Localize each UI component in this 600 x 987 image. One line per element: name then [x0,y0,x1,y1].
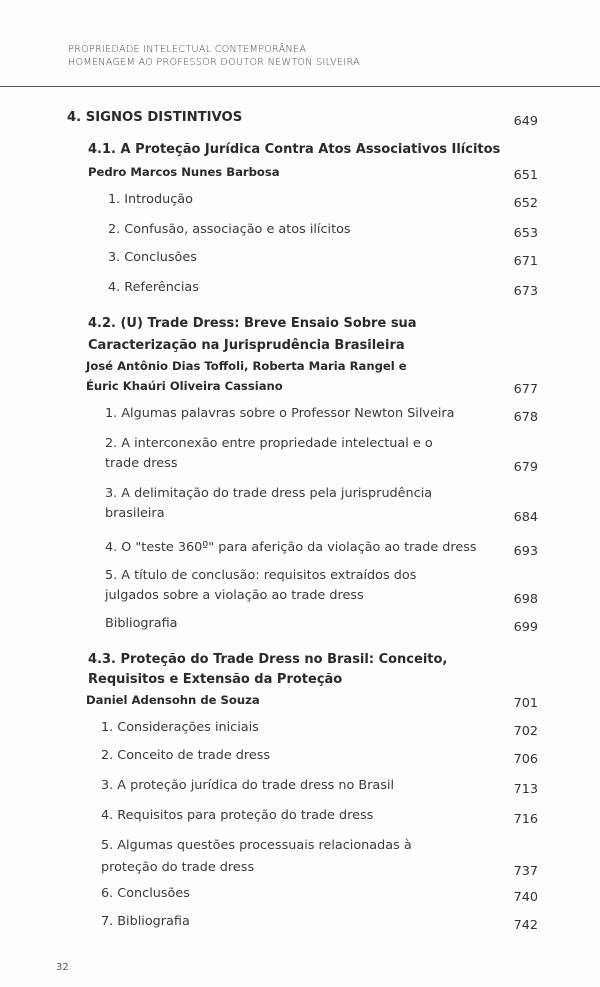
toc-entry: 7. Bibliografia [101,914,190,929]
toc-page-number: 679 [513,460,538,475]
chapter-author: José Antônio Dias Toffoli, Roberta Maria Rangel e [86,359,407,373]
toc-page-number: 677 [513,382,538,397]
running-header-line2: HOMENAGEM AO PROFESSOR DOUTOR NEWTON SILVEIRA [68,56,360,68]
chapter-author: Pedro Marcos Nunes Barbosa [88,165,280,179]
chapter-title: 4.2. (U) Trade Dress: Breve Ensaio Sobre sua [88,316,417,331]
chapter-author: Éuric Khaúri Oliveira Cassiano [86,379,283,393]
chapter-title: 4.1. A Proteção Jurídica Contra Atos Associativos Ilícitos [88,142,501,157]
toc-page-number: 699 [513,620,538,635]
toc-entry: 1. Considerações iniciais [101,720,259,735]
toc-entry: 3. A delimitação do trade dress pela jurisprudência [105,486,433,501]
toc-entry: 2. Confusão, associação e atos ilícitos [108,222,351,237]
section-heading: 4. SIGNOS DISTINTIVOS [67,110,243,125]
toc-page-number: 713 [513,782,538,797]
toc-page-number: 706 [513,752,538,767]
chapter-title: Caracterização na Jurisprudência Brasileira [88,338,405,353]
toc-entry: 6. Conclusões [101,886,190,901]
toc-page-number: 698 [513,592,538,607]
toc-page-number: 653 [513,226,538,241]
toc-page-number: 742 [513,918,538,933]
toc-entry: 5. Algumas questões processuais relacionadas à [101,838,412,853]
toc-page-number: 684 [513,510,538,525]
toc-page-number: 740 [513,890,538,905]
toc-page-number: 693 [513,544,538,559]
toc-page-number: 716 [513,812,538,827]
chapter-title: Requisitos e Extensão da Proteção [88,672,343,687]
toc-entry: 4. O "teste 360º" para aferição da violação ao trade dress [105,540,477,555]
toc-entry: proteção do trade dress [101,860,255,875]
page-number: 32 [56,962,69,973]
toc-page-number: 671 [513,254,538,269]
toc-entry: Bibliografia [105,616,178,631]
toc-page-number: 652 [513,196,538,211]
toc-entry: 1. Algumas palavras sobre o Professor Newton Silveira [105,406,455,421]
toc-entry: trade dress [105,456,178,471]
toc-entry: 3. Conclusões [108,250,197,265]
toc-entry: brasileira [105,506,165,521]
toc-entry: 5. A título de conclusão: requisitos extraídos dos [105,568,417,583]
toc-page-number: 737 [513,864,538,879]
toc-page-number: 678 [513,410,538,425]
toc-entry: 3. A proteção jurídica do trade dress no Brasil [101,778,395,793]
toc-page-number: 651 [513,168,538,183]
toc-entry: 2. A interconexão entre propriedade intelectual e o [105,436,433,451]
toc-entry: julgados sobre a violação ao trade dress [105,588,364,603]
toc-page-number: 701 [513,696,538,711]
chapter-title: 4.3. Proteção do Trade Dress no Brasil: Conceito, [88,652,448,667]
toc-entry: 4. Referências [108,280,199,295]
running-header-line1: PROPRIEDADE INTELECTUAL CONTEMPORÂNEA [68,44,307,55]
toc-page-number: 649 [513,114,538,129]
toc-entry: 1. Introdução [108,192,193,207]
toc-page-number: 702 [513,724,538,739]
toc-page-number: 673 [513,284,538,299]
toc-entry: 4. Requisitos para proteção do trade dress [101,808,374,823]
chapter-author: Daniel Adensohn de Souza [86,693,260,707]
toc-entry: 2. Conceito de trade dress [101,748,271,763]
